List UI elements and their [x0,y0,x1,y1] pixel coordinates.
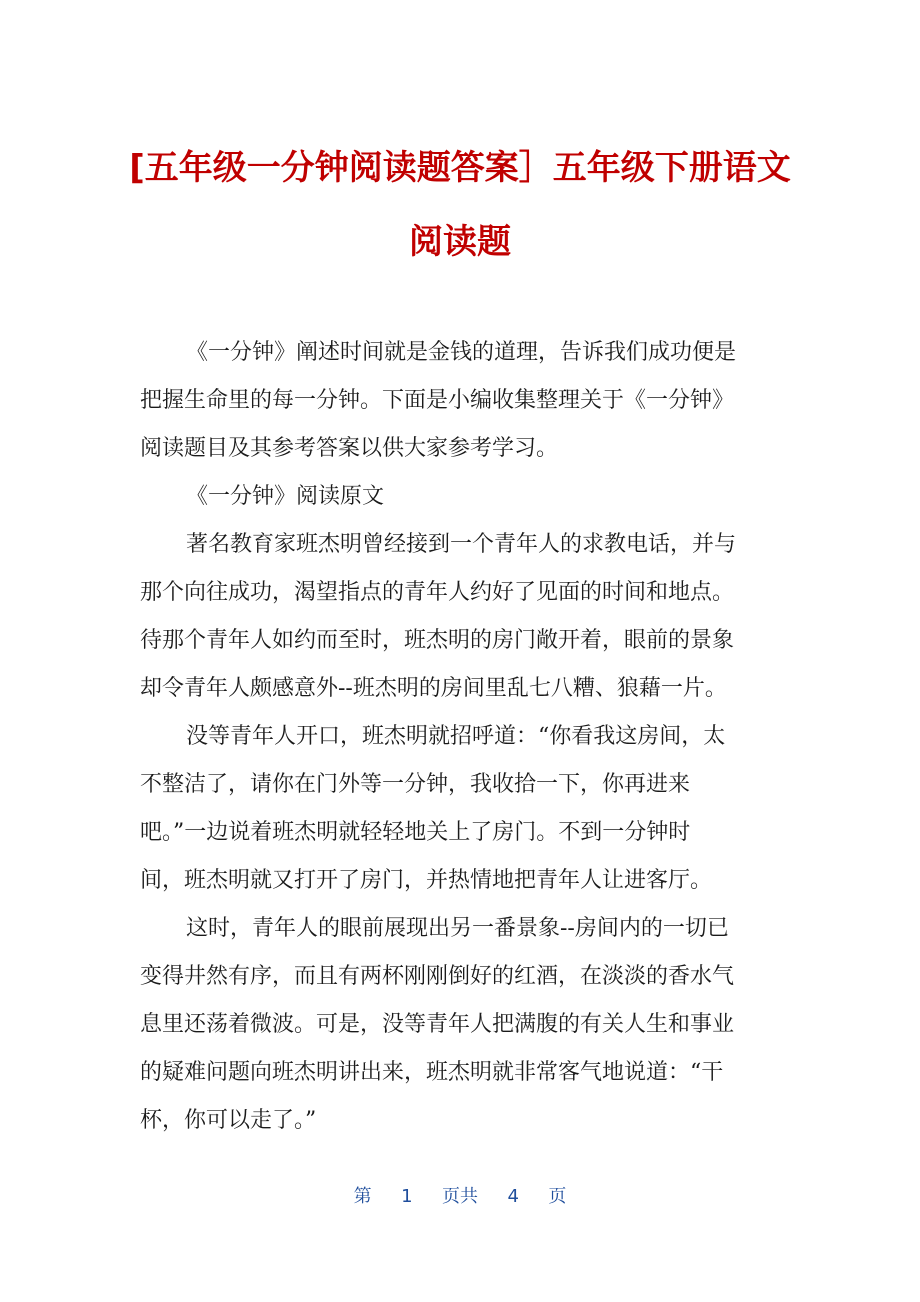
story-paragraph-2 [140,713,770,905]
paragraph-line: 的疑难问题向班杰明讲出来，班杰明就非常客气地说道：“干 [140,1060,724,1085]
section-heading-paragraph [140,473,770,521]
paragraph-line: 吧。”一边说着班杰明就轻轻地关上了房门。不到一分钟时 [140,820,691,845]
intro-paragraph [140,329,770,473]
paragraph-line: 把握生命里的每一分钟。下面是小编收集整理关于《一分钟》 [140,388,735,413]
footer-end-label: 页 [548,1186,567,1207]
paragraph-line: 那个向往成功，渴望指点的青年人约好了见面的时间和地点。 [140,580,735,605]
footer-of-label: 页共 [442,1186,478,1207]
paragraph-line: 这时，青年人的眼前展现出另一番景象--房间内的一切已 [186,916,729,941]
paragraph-line: 阅读题目及其参考答案以供大家参考学习。 [140,436,559,461]
story-paragraph-1 [140,521,770,713]
paragraph-line: 没等青年人开口，班杰明就招呼道：“你看我这房间，太 [186,724,726,749]
story-paragraph-3 [140,905,770,1145]
paragraph-line: 变得井然有序，而且有两杯刚刚倒好的红酒，在淡淡的香水气 [140,964,735,989]
paragraph-line: 《一分钟》阐述时间就是金钱的道理，告诉我们成功便是 [186,340,737,365]
document-title-line-2: 阅读题 [409,222,511,262]
page-footer [0,1183,920,1211]
paragraph-line: 待那个青年人如约而至时，班杰明的房门敞开着，眼前的景象 [140,628,735,653]
paragraph-line: 却令青年人颇感意外--班杰明的房间里乱七八糟、狼藉一片。 [140,676,727,701]
paragraph-line: 《一分钟》阅读原文 [186,484,385,509]
paragraph-line: 著名教育家班杰明曾经接到一个青年人的求教电话，并与 [186,532,737,557]
paragraph-line: 杯，你可以走了。” [140,1108,317,1133]
current-page-number: 1 [401,1186,413,1207]
document-title-line-1: [五年级一分钟阅读题答案］五年级下册语文 [129,148,791,188]
paragraph-line: 间，班杰明就又打开了房门，并热情地把青年人让进客厅。 [140,868,713,893]
total-pages-number: 4 [507,1186,519,1207]
paragraph-line: 不整洁了，请你在门外等一分钟，我收拾一下，你再进来 [140,772,691,797]
paragraph-line: 息里还荡着微波。可是，没等青年人把满腹的有关人生和事业 [140,1012,735,1037]
footer-page-label: 第 [353,1186,372,1207]
